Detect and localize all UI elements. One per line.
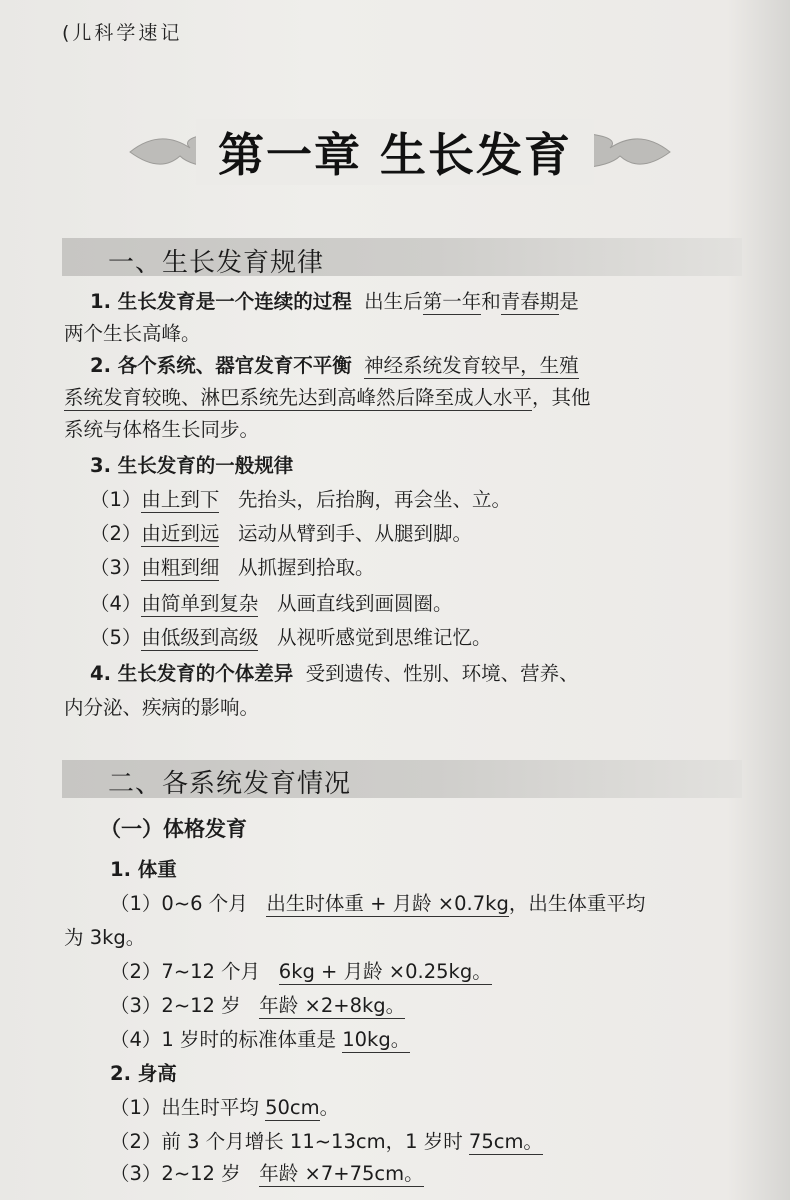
rule-term: 由简单到复杂 [141, 592, 259, 615]
formula-label: （3）2~12 岁 [110, 994, 241, 1017]
formula: 10kg。 [342, 1028, 411, 1051]
text: 和 [481, 290, 501, 313]
chapter-header [0, 112, 790, 192]
rule-item [90, 554, 375, 582]
rule-item [90, 590, 453, 618]
text: （2）前 3 个月增长 11~13cm，1 岁时 [110, 1130, 469, 1153]
formula-label: （1）0~6 个月 [110, 892, 248, 915]
text: 受到遗传、性别、环境、营养、 [305, 662, 579, 685]
paragraph-line [90, 288, 579, 316]
chapter-title: 第一章 生长发育 [196, 119, 594, 185]
item-heading: 2. 各个系统、器官发育不平衡 [90, 354, 352, 377]
rule-desc: 从抓握到拾取。 [238, 556, 375, 579]
text: （4）1 岁时的标准体重是 [110, 1028, 343, 1051]
formula-label: （3）2~12 岁 [110, 1162, 241, 1185]
formula-line [110, 1128, 543, 1156]
section-title: 一、生长发育规律 [108, 248, 325, 278]
rule-item [90, 624, 492, 652]
rule-desc: 从画直线到画圆圈。 [277, 592, 453, 615]
text: 出生后 [364, 290, 423, 313]
rule-desc: 先抬头，后抬胸，再会坐、立。 [238, 488, 512, 511]
paragraph-line: 为 3kg。 [64, 926, 146, 949]
rule-desc: 从视听感觉到思维记忆。 [277, 626, 492, 649]
rule-item [90, 486, 511, 514]
text: ，出生体重平均 [508, 892, 646, 915]
formula-line [110, 1160, 424, 1188]
text: 是 [559, 290, 579, 313]
paragraph-line [90, 660, 579, 688]
formula-label: （2）7~12 个月 [110, 960, 261, 983]
formula-line [110, 992, 405, 1020]
item-heading: 4. 生长发育的个体差异 [90, 662, 294, 685]
rule-term: 由粗到细 [141, 556, 220, 579]
rule-term: 由上到下 [141, 488, 220, 511]
formula: 6kg + 月龄 ×0.25kg。 [278, 960, 492, 983]
formula-line [110, 1026, 410, 1054]
running-head: (儿科学速记 [62, 22, 183, 44]
formula: 年龄 ×7+75cm。 [259, 1162, 424, 1185]
rule-item [90, 520, 472, 548]
section-title: 二、各系统发育情况 [108, 769, 352, 799]
rule-number: （5） [90, 626, 142, 649]
text: 。 [319, 1096, 340, 1119]
rule-term: 由近到远 [141, 522, 220, 545]
key-term: 第一年 [422, 290, 482, 313]
formula-line [110, 890, 645, 918]
item-heading: 2. 身高 [110, 1062, 177, 1085]
key-phrase: 神经系统发育较早，生殖 [364, 354, 579, 377]
formula: 年龄 ×2+8kg。 [259, 994, 406, 1017]
paragraph-line [90, 352, 579, 380]
key-phrase: 系统发育较晚、淋巴系统先达到高峰然后降至成人水平 [64, 386, 533, 409]
text: ，其他 [532, 386, 591, 409]
paragraph-line [64, 384, 591, 412]
formula: 出生时体重 + 月龄 ×0.7kg [266, 892, 509, 915]
item-heading: 1. 生长发育是一个连续的过程 [90, 290, 352, 313]
formula: 50cm [265, 1096, 320, 1119]
item-heading: 3. 生长发育的一般规律 [90, 454, 294, 477]
rule-desc: 运动从臂到手、从腿到脚。 [238, 522, 473, 545]
rule-number: （2） [90, 522, 142, 545]
rule-number: （4） [90, 592, 142, 615]
rule-number: （1） [90, 488, 142, 511]
text: （1）出生时平均 [110, 1096, 266, 1119]
paragraph-line: 系统与体格生长同步。 [64, 418, 260, 441]
paragraph-line: 两个生长高峰。 [64, 322, 201, 345]
rule-number: （3） [90, 556, 142, 579]
subsection-title: （一）体格发育 [100, 817, 247, 841]
formula: 75cm。 [468, 1130, 543, 1153]
paragraph-line: 内分泌、疾病的影响。 [64, 696, 260, 719]
item-heading: 1. 体重 [110, 858, 177, 881]
formula-line [110, 958, 492, 986]
rule-term: 由低级到高级 [141, 626, 259, 649]
formula-line [110, 1094, 339, 1122]
key-term: 青春期 [500, 290, 560, 313]
